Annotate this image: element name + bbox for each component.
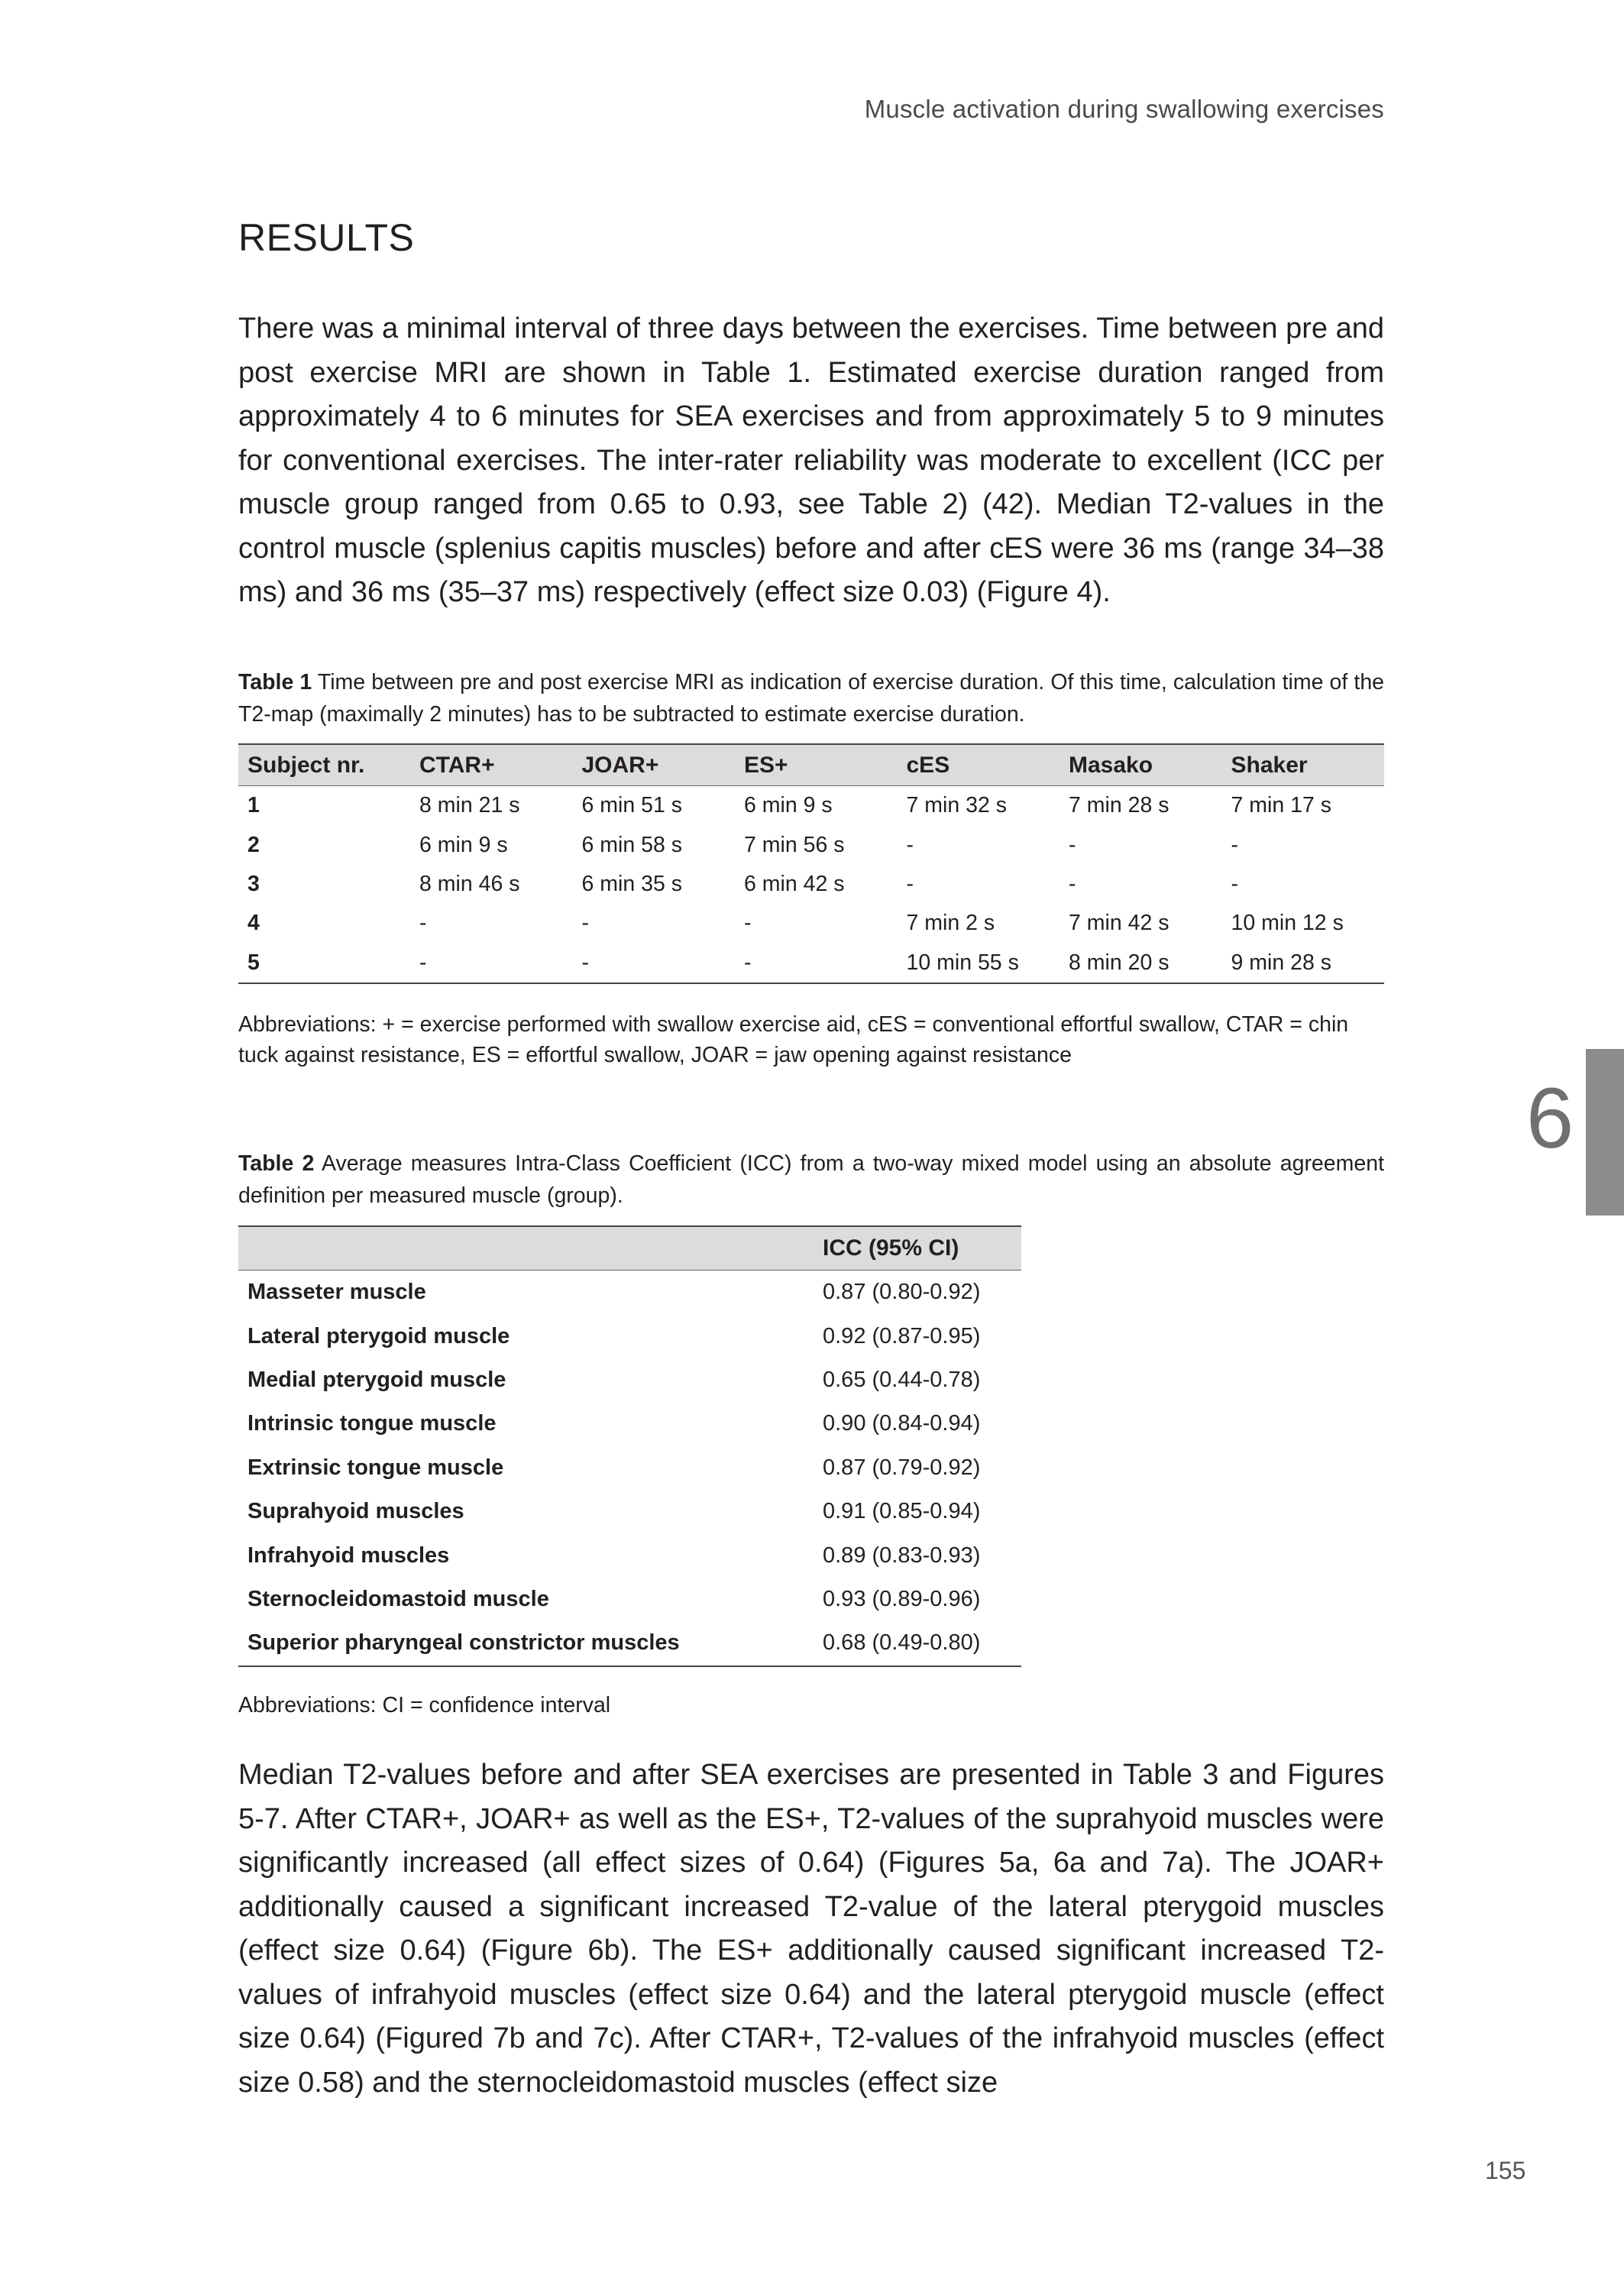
muscle-cell: Suprahyoid muscles [247,1499,464,1524]
table-row [238,1271,1021,1315]
muscle-cell: Lateral pterygoid muscle [247,1323,510,1348]
table-1-header-row [238,744,1384,786]
table-1-header-cell: JOAR+ [573,744,736,786]
muscle-cell: Medial pterygoid muscle [247,1367,506,1392]
table-cell: - [744,911,752,936]
table-cell: 6 min 42 s [744,871,845,896]
table-row [238,1533,1021,1577]
table-cell: - [1231,871,1238,896]
table-cell: - [581,911,589,936]
muscle-cell: Infrahyoid muscles [247,1543,450,1568]
table-cell: 6 min 51 s [581,793,682,818]
subject-cell: 1 [247,793,260,818]
table-cell: - [735,944,898,983]
table-1-header-cell: cES [898,744,1060,786]
table-cell: 7 min 17 s [1231,793,1331,818]
section-heading: RESULTS [238,216,415,259]
table-2-abbreviations: Abbreviations: CI = confidence interval [238,1693,611,1717]
table-row [238,1621,1021,1666]
table-row [238,1578,1021,1621]
table-1-header-cell: Subject nr. [238,744,410,786]
table-cell: 9 min 28 s [1222,944,1385,983]
table-1-header-cell: Shaker [1222,744,1385,786]
muscle-cell: Superior pharyngeal constrictor muscles [238,1621,814,1666]
icc-cell: 0.91 (0.85-0.94) [823,1499,981,1524]
table-cell: 6 min 9 s [419,832,508,857]
icc-cell: 0.89 (0.83-0.93) [823,1543,981,1568]
table-cell: - [1069,832,1076,857]
table-row [238,786,1384,826]
icc-cell: 0.65 (0.44-0.78) [823,1367,981,1392]
table-1-caption [238,666,1384,730]
table-cell: 7 min 42 s [1069,911,1169,936]
muscle-cell: Extrinsic tongue muscle [247,1455,504,1480]
running-head: Muscle activation during swallowing exercises [864,95,1384,123]
table-cell: 8 min 21 s [419,793,520,818]
table-2-label: Table 2 [238,1151,315,1176]
table-cell: - [1069,871,1076,896]
table-cell: 8 min 20 s [1059,944,1222,983]
table-cell: 10 min 55 s [898,944,1060,983]
page-number: 155 [1485,2157,1526,2184]
icc-cell: 0.90 (0.84-0.94) [823,1411,981,1436]
table-row [238,1446,1021,1490]
table-1-header-cell: ES+ [735,744,898,786]
icc-cell: 0.87 (0.79-0.92) [823,1455,981,1480]
table-cell: 7 min 32 s [906,793,1007,818]
table-row [238,944,1384,983]
table-1-caption-text: Time between pre and post exercise MRI as indication of exercise duration. Of this time, calculation time of the T2-map (maximally 2 minutes) has to be subtracted to estimate exercise duration. [238,670,1385,727]
table-1 [238,743,1384,984]
chapter-tab [1586,1049,1624,1216]
table-cell: 8 min 46 s [419,871,520,896]
table-2 [238,1225,1021,1667]
table-row [238,825,1384,864]
icc-cell: 0.92 (0.87-0.95) [823,1323,981,1348]
icc-cell: 0.87 (0.80-0.92) [823,1280,981,1305]
table-cell: 7 min 28 s [1069,793,1169,818]
table-row [238,865,1384,904]
table-2-caption [238,1148,1384,1212]
table-1-header-cell: Masako [1059,744,1222,786]
subject-cell: 2 [247,832,260,857]
icc-cell: 0.93 (0.89-0.96) [823,1586,981,1611]
icc-cell: 0.68 (0.49-0.80) [814,1621,1021,1666]
table-2-caption-text: Average measures Intra-Class Coefficient (ICC) from a two-way mixed model using an absolute agreement definition per measured muscle (group). [238,1151,1384,1208]
table-cell: 6 min 35 s [581,871,682,896]
table-row [238,1490,1021,1533]
subject-cell: 4 [247,911,260,936]
table-2-header-row [238,1226,1021,1271]
table-cell: 7 min 2 s [906,911,995,936]
table-1-header-cell: CTAR+ [410,744,573,786]
table-2-header-cell: ICC (95% CI) [814,1226,1021,1271]
table-cell: - [906,871,914,896]
table-cell: - [906,832,914,857]
chapter-number: 6 [1526,1070,1574,1166]
subject-cell: 5 [238,944,410,983]
table-cell: - [410,944,573,983]
table-2-header-cell [238,1226,814,1271]
table-cell: 7 min 56 s [744,832,845,857]
table-cell: - [419,911,427,936]
table-1-abbreviations: Abbreviations: + = exercise performed with swallow exercise aid, cES = conventional effortful swallow, CTAR = chin tuck against resistance, ES = effortful swallow, JOAR = jaw opening against resistance [238,1012,1349,1067]
table-row [238,1314,1021,1358]
muscle-cell: Masseter muscle [247,1280,426,1305]
table-cell: 10 min 12 s [1231,911,1344,936]
table-1-label: Table 1 [238,670,312,694]
muscle-cell: Intrinsic tongue muscle [247,1411,497,1436]
table-row [238,1358,1021,1402]
table-row [238,1402,1021,1445]
muscle-cell: Sternocleidomastoid muscle [247,1586,549,1611]
table-cell: 6 min 9 s [744,793,833,818]
table-cell: - [573,944,736,983]
results-paragraph-2: Median T2-values before and after SEA exercises are presented in Table 3 and Figures 5-7. After CTAR+, JOAR+ as well as the ES+, T2-values of the suprahyoid muscles were significantly increased (all effect sizes of 0.64) (Figures 5a, 6a and 7a). The JOAR+ additionally caused a significant increased T2-value of the lateral pterygoid muscles (effect size 0.64) (Figure 6b). The ES+ additionally caused significant increased T2-values of infrahyoid muscles (effect size 0.64) and the lateral pterygoid muscle (effect size 0.64) (Figured 7b and 7c). After CTAR+, T2-values of the infrahyoid muscles (effect size 0.58) and the sternocleidomastoid muscles (effect size [238,1759,1384,2099]
results-paragraph-1: There was a minimal interval of three days between the exercises. Time between pre and post exercise MRI are shown in Table 1. Estimated exercise duration ranged from approximately 4 to 6 minutes for SEA exercises and from approximately 5 to 9 minutes for conventional exercises. The inter-rater reliability was moderate to excellent (ICC per muscle group ranged from 0.65 to 0.93, see Table 2) (42). Median T2-values in the control muscle (splenius capitis muscles) before and after cES were 36 ms (range 34–38 ms) and 36 ms (35–37 ms) respectively (effect size 0.03) (Figure 4). [238,312,1384,608]
table-cell: 6 min 58 s [581,832,682,857]
table-cell: - [1231,832,1238,857]
subject-cell: 3 [247,871,260,896]
table-row [238,904,1384,943]
